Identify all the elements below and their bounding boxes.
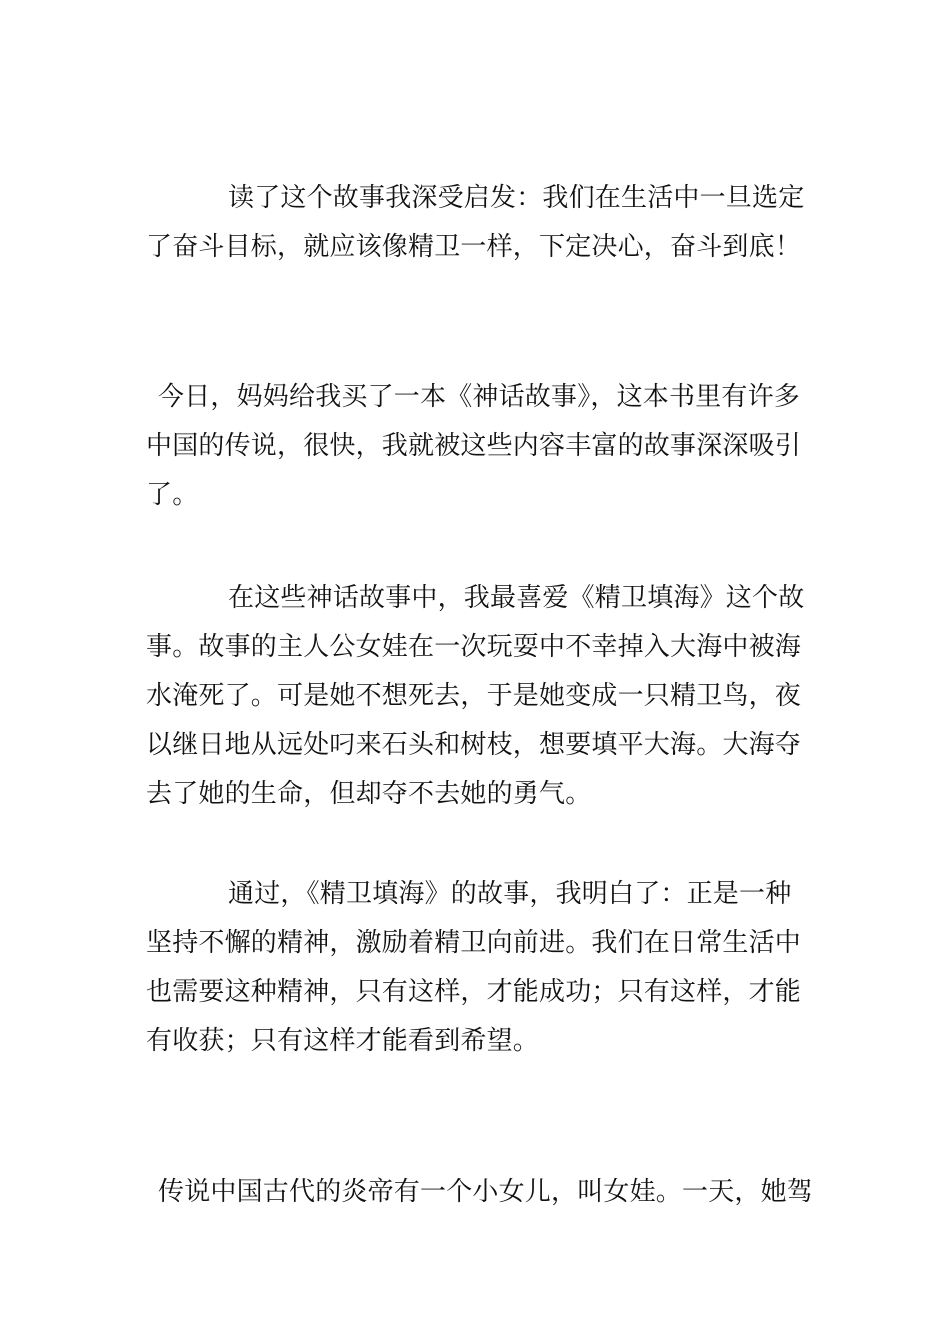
text-line: 了奋斗目标，就应该像精卫一样，下定决心，奋斗到底！ (146, 232, 802, 262)
text-line: 坚持不懈的精神，激励着精卫向前进。我们在日常生活中 (146, 928, 802, 958)
paragraph-favorite-story (146, 574, 808, 819)
text-line: 以继日地从远处叼来石头和树枝，想要填平大海。大海夺 (146, 730, 802, 760)
text-line: 今日，妈妈给我买了一本《神话故事》，这本书里有许多 (158, 382, 801, 412)
text-line: 传说中国古代的炎帝有一个小女儿，叫女娃。一天，她驾 (158, 1177, 814, 1207)
text-line: 中国的传说，很快，我就被这些内容丰富的故事深深吸引 (146, 431, 802, 461)
text-line: 水淹死了。可是她不想死去，于是她变成一只精卫鸟，夜 (146, 681, 802, 711)
text-line: 读了这个故事我深受启发：我们在生活中一旦选定 (228, 183, 805, 213)
text-line: 有收获；只有这样才能看到希望。 (146, 1026, 540, 1056)
text-line: 通过，《精卫填海》的故事，我明白了：正是一种 (228, 879, 792, 909)
text-line: 在这些神话故事中，我最喜爱《精卫填海》这个故 (228, 583, 805, 613)
text-line: 了。 (146, 480, 199, 510)
text-line: 也需要这种精神，只有这样，才能成功；只有这样，才能 (146, 977, 802, 1007)
text-line: 事。故事的主人公女娃在一次玩耍中不幸掉入大海中被海 (146, 632, 802, 662)
text-line: 去了她的生命，但却夺不去她的勇气。 (146, 779, 592, 809)
paragraph-legend (146, 1168, 814, 1217)
paragraph-lesson (146, 870, 808, 1066)
paragraph-inspiration (146, 174, 808, 272)
paragraph-book-intro (146, 373, 808, 520)
